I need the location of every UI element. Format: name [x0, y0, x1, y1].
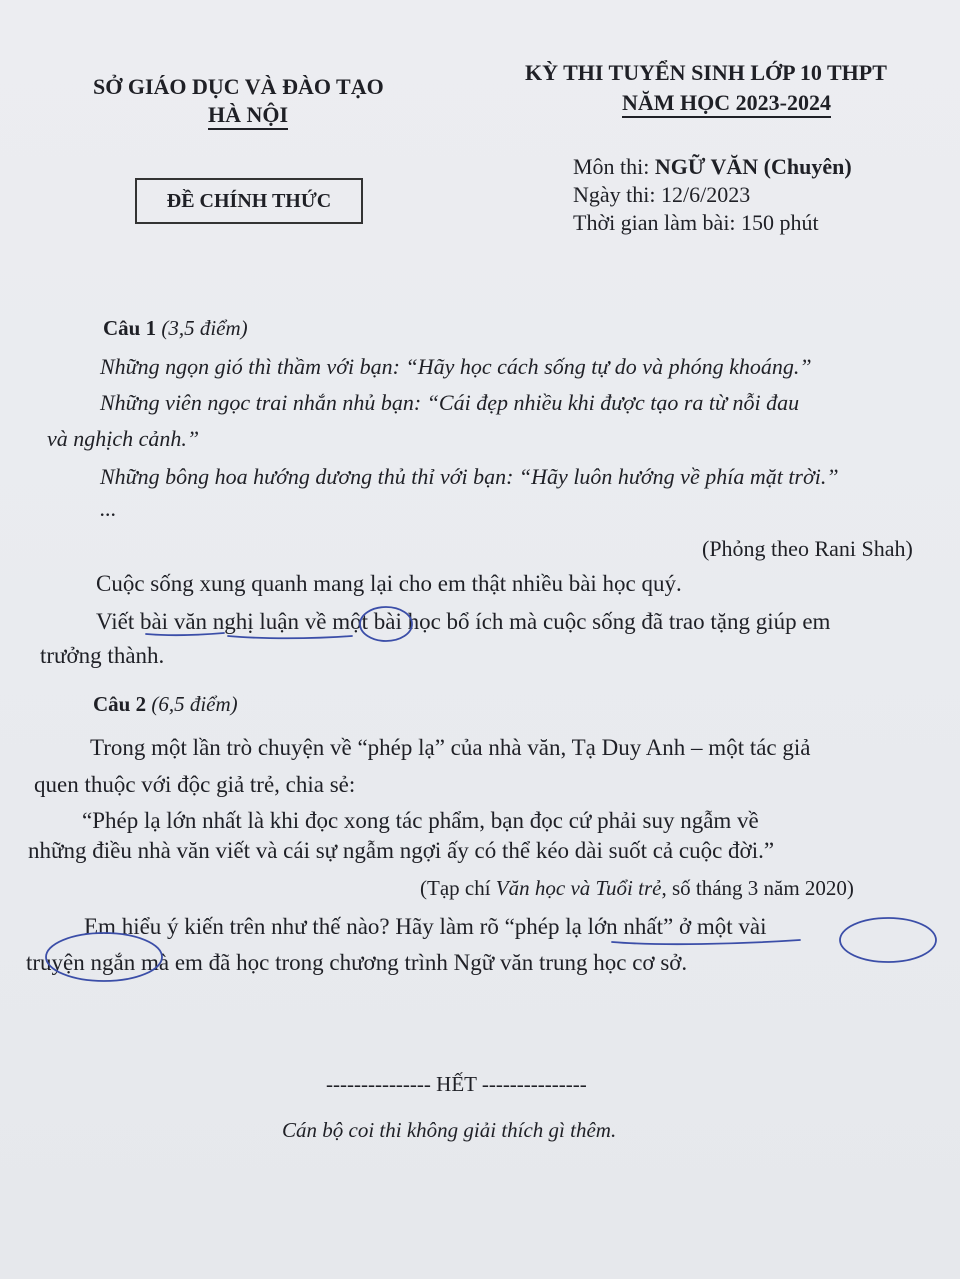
subject-value: NGỮ VĂN (Chuyên): [654, 154, 852, 179]
underline-phep-la: [612, 940, 800, 944]
q2-source-prefix: (Tạp chí: [420, 876, 496, 900]
q1-quote-line: Những viên ngọc trai nhắn nhủ bạn: “Cái đẹp nhiều khi được tạo ra từ nỗi đau: [100, 390, 800, 415]
q1-heading: [103, 316, 248, 341]
subject-line: [573, 154, 852, 180]
q1-body-line: Cuộc sống xung quanh mang lại cho em thật nhiều bài học quý.: [96, 571, 682, 596]
q2-intro-line: quen thuộc với độc giả trẻ, chia sẻ:: [34, 772, 356, 797]
q1-quote-ellipsis: ...: [100, 496, 117, 521]
official-exam-label: ĐỀ CHÍNH THỨC: [166, 189, 332, 212]
city-name-text: HÀ NỘI: [208, 102, 288, 130]
end-mark: --------------- HẾT ---------------: [326, 1072, 587, 1096]
department-name: SỞ GIÁO DỤC VÀ ĐÀO TẠO: [93, 74, 384, 99]
q2-heading: [93, 692, 238, 717]
q2-quote-line: những điều nhà văn viết và cái sự ngẫm ngợi ấy có thể kéo dài suốt cả cuộc đời.”: [28, 838, 775, 863]
exam-date: Ngày thi: 12/6/2023: [573, 182, 751, 207]
underline-nghi-luan: [228, 636, 352, 638]
circle-mot-vai: [840, 918, 936, 962]
q2-source-title: Văn học và Tuổi trẻ: [495, 876, 662, 900]
exam-duration: Thời gian làm bài: 150 phút: [573, 210, 819, 235]
q1-body-line: trưởng thành.: [40, 643, 165, 668]
school-year: [622, 90, 831, 116]
q2-quote-line: “Phép lạ lớn nhất là khi đọc xong tác phẩm, bạn đọc cứ phải suy ngẫm về: [82, 808, 759, 833]
q1-source: (Phỏng theo Rani Shah): [702, 536, 913, 561]
q2-points: (6,5 điểm): [151, 692, 238, 716]
q1-quote-line: và nghịch cảnh.”: [47, 426, 200, 451]
subject-label: Môn thi:: [573, 154, 655, 179]
q1-body-line: Viết bài văn nghị luận về một bài học bổ ích mà cuộc sống đã trao tặng giúp em: [96, 609, 831, 634]
q1-quote-line: Những bông hoa hướng dương thủ thỉ với bạn: “Hãy luôn hướng về phía mặt trời.”: [100, 464, 839, 489]
q2-source-suffix: , số tháng 3 năm 2020): [661, 876, 854, 900]
q2-title: Câu 2: [93, 692, 147, 716]
q1-quote-line: Những ngọn gió thì thầm với bạn: “Hãy học cách sống tự do và phóng khoáng.”: [100, 354, 812, 379]
city-name: [208, 102, 288, 128]
q2-task-line: Em hiểu ý kiến trên như thế nào? Hãy làm rõ “phép lạ lớn nhất” ở một vài: [84, 914, 767, 939]
exam-title: KỲ THI TUYỂN SINH LỚP 10 THPT: [525, 60, 887, 85]
q2-source: [420, 876, 854, 901]
official-exam-box: [135, 178, 363, 224]
q1-title: Câu 1: [103, 316, 157, 340]
invigilator-note: Cán bộ coi thi không giải thích gì thêm.: [282, 1118, 617, 1142]
q2-task-line: truyện ngắn mà em đã học trong chương trình Ngữ văn trung học cơ sở.: [26, 950, 688, 975]
q1-points: (3,5 điểm): [161, 316, 248, 340]
q2-intro-line: Trong một lần trò chuyện về “phép lạ” của nhà văn, Tạ Duy Anh – một tác giả: [90, 735, 811, 760]
school-year-text: NĂM HỌC 2023-2024: [622, 90, 831, 118]
